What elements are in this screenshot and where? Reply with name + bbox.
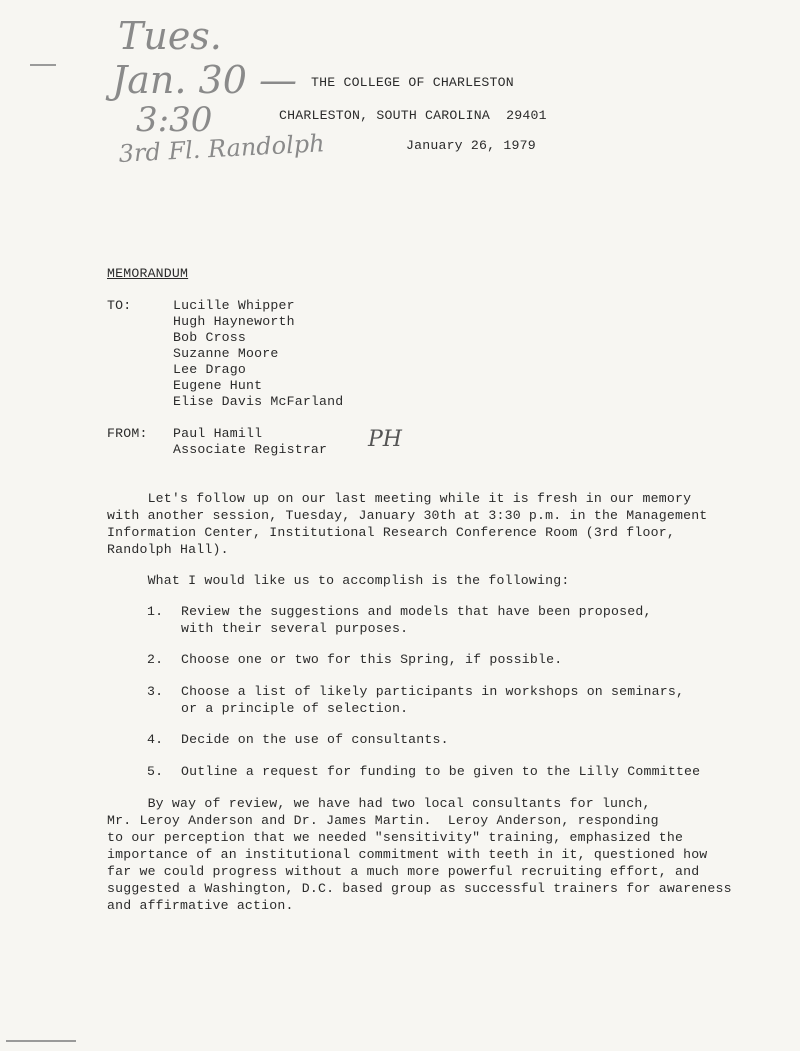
body-line: By way of review, we have had two local consultants for lunch,	[107, 796, 651, 811]
list-item-line: Choose one or two for this Spring, if possible.	[181, 652, 563, 667]
institution-name: THE COLLEGE OF CHARLESTON	[311, 75, 514, 90]
list-number: 3.	[147, 684, 164, 699]
list-item-line: or a principle of selection.	[181, 701, 409, 716]
recipient: Bob Cross	[173, 330, 247, 345]
list-item-line: Review the suggestions and models that have been proposed,	[181, 604, 652, 619]
from-label: FROM:	[107, 426, 148, 441]
recipient: Elise Davis McFarland	[173, 394, 344, 409]
body-line: to our perception that we needed "sensitivity" training, emphasized the	[107, 830, 684, 845]
body-line: far we could progress without a much more powerful recruiting effort, and	[107, 864, 700, 879]
scan-mark	[6, 1040, 76, 1042]
handwritten-location: 3rd Fl. Randolph	[118, 129, 326, 168]
recipient: Lee Drago	[173, 362, 247, 377]
body-line: suggested a Washington, D.C. based group as successful trainers for awareness	[107, 881, 732, 896]
memo-date: January 26, 1979	[406, 138, 536, 153]
handwritten-time: 3:30	[136, 100, 213, 140]
list-number: 1.	[147, 604, 164, 619]
recipient: Lucille Whipper	[173, 298, 295, 313]
scan-mark	[30, 64, 56, 66]
handwritten-date: Jan. 30 —	[112, 58, 297, 102]
institution-address: CHARLESTON, SOUTH CAROLINA 29401	[279, 108, 547, 123]
list-number: 4.	[147, 732, 164, 747]
list-item-line: Choose a list of likely participants in workshops on seminars,	[181, 684, 685, 699]
body-line: with another session, Tuesday, January 30th at 3:30 p.m. in the Management	[107, 508, 708, 523]
body-line: Randolph Hall).	[107, 542, 229, 557]
list-item-line: Decide on the use of consultants.	[181, 732, 449, 747]
from-title: Associate Registrar	[173, 442, 328, 457]
body-line: Information Center, Institutional Research Conference Room (3rd floor,	[107, 525, 675, 540]
from-name: Paul Hamill	[173, 426, 263, 441]
list-item-line: Outline a request for funding to be given to the Lilly Committee	[181, 764, 701, 779]
body-line: and affirmative action.	[107, 898, 294, 913]
body-line: Let's follow up on our last meeting while it is fresh in our memory	[107, 491, 692, 506]
recipient: Eugene Hunt	[173, 378, 263, 393]
list-number: 2.	[147, 652, 164, 667]
list-item-line: with their several purposes.	[181, 621, 409, 636]
handwritten-day: Tues.	[118, 14, 222, 58]
recipient: Suzanne Moore	[173, 346, 279, 361]
recipient: Hugh Hayneworth	[173, 314, 295, 329]
memo-heading: MEMORANDUM	[107, 266, 189, 281]
body-line: What I would like us to accomplish is the following:	[107, 573, 570, 588]
list-number: 5.	[147, 764, 164, 779]
handwritten-initials: PH	[368, 427, 402, 452]
body-line: importance of an institutional commitment with teeth in it, questioned how	[107, 847, 708, 862]
to-label: TO:	[107, 298, 132, 313]
body-line: Mr. Leroy Anderson and Dr. James Martin. Leroy Anderson, responding	[107, 813, 659, 828]
